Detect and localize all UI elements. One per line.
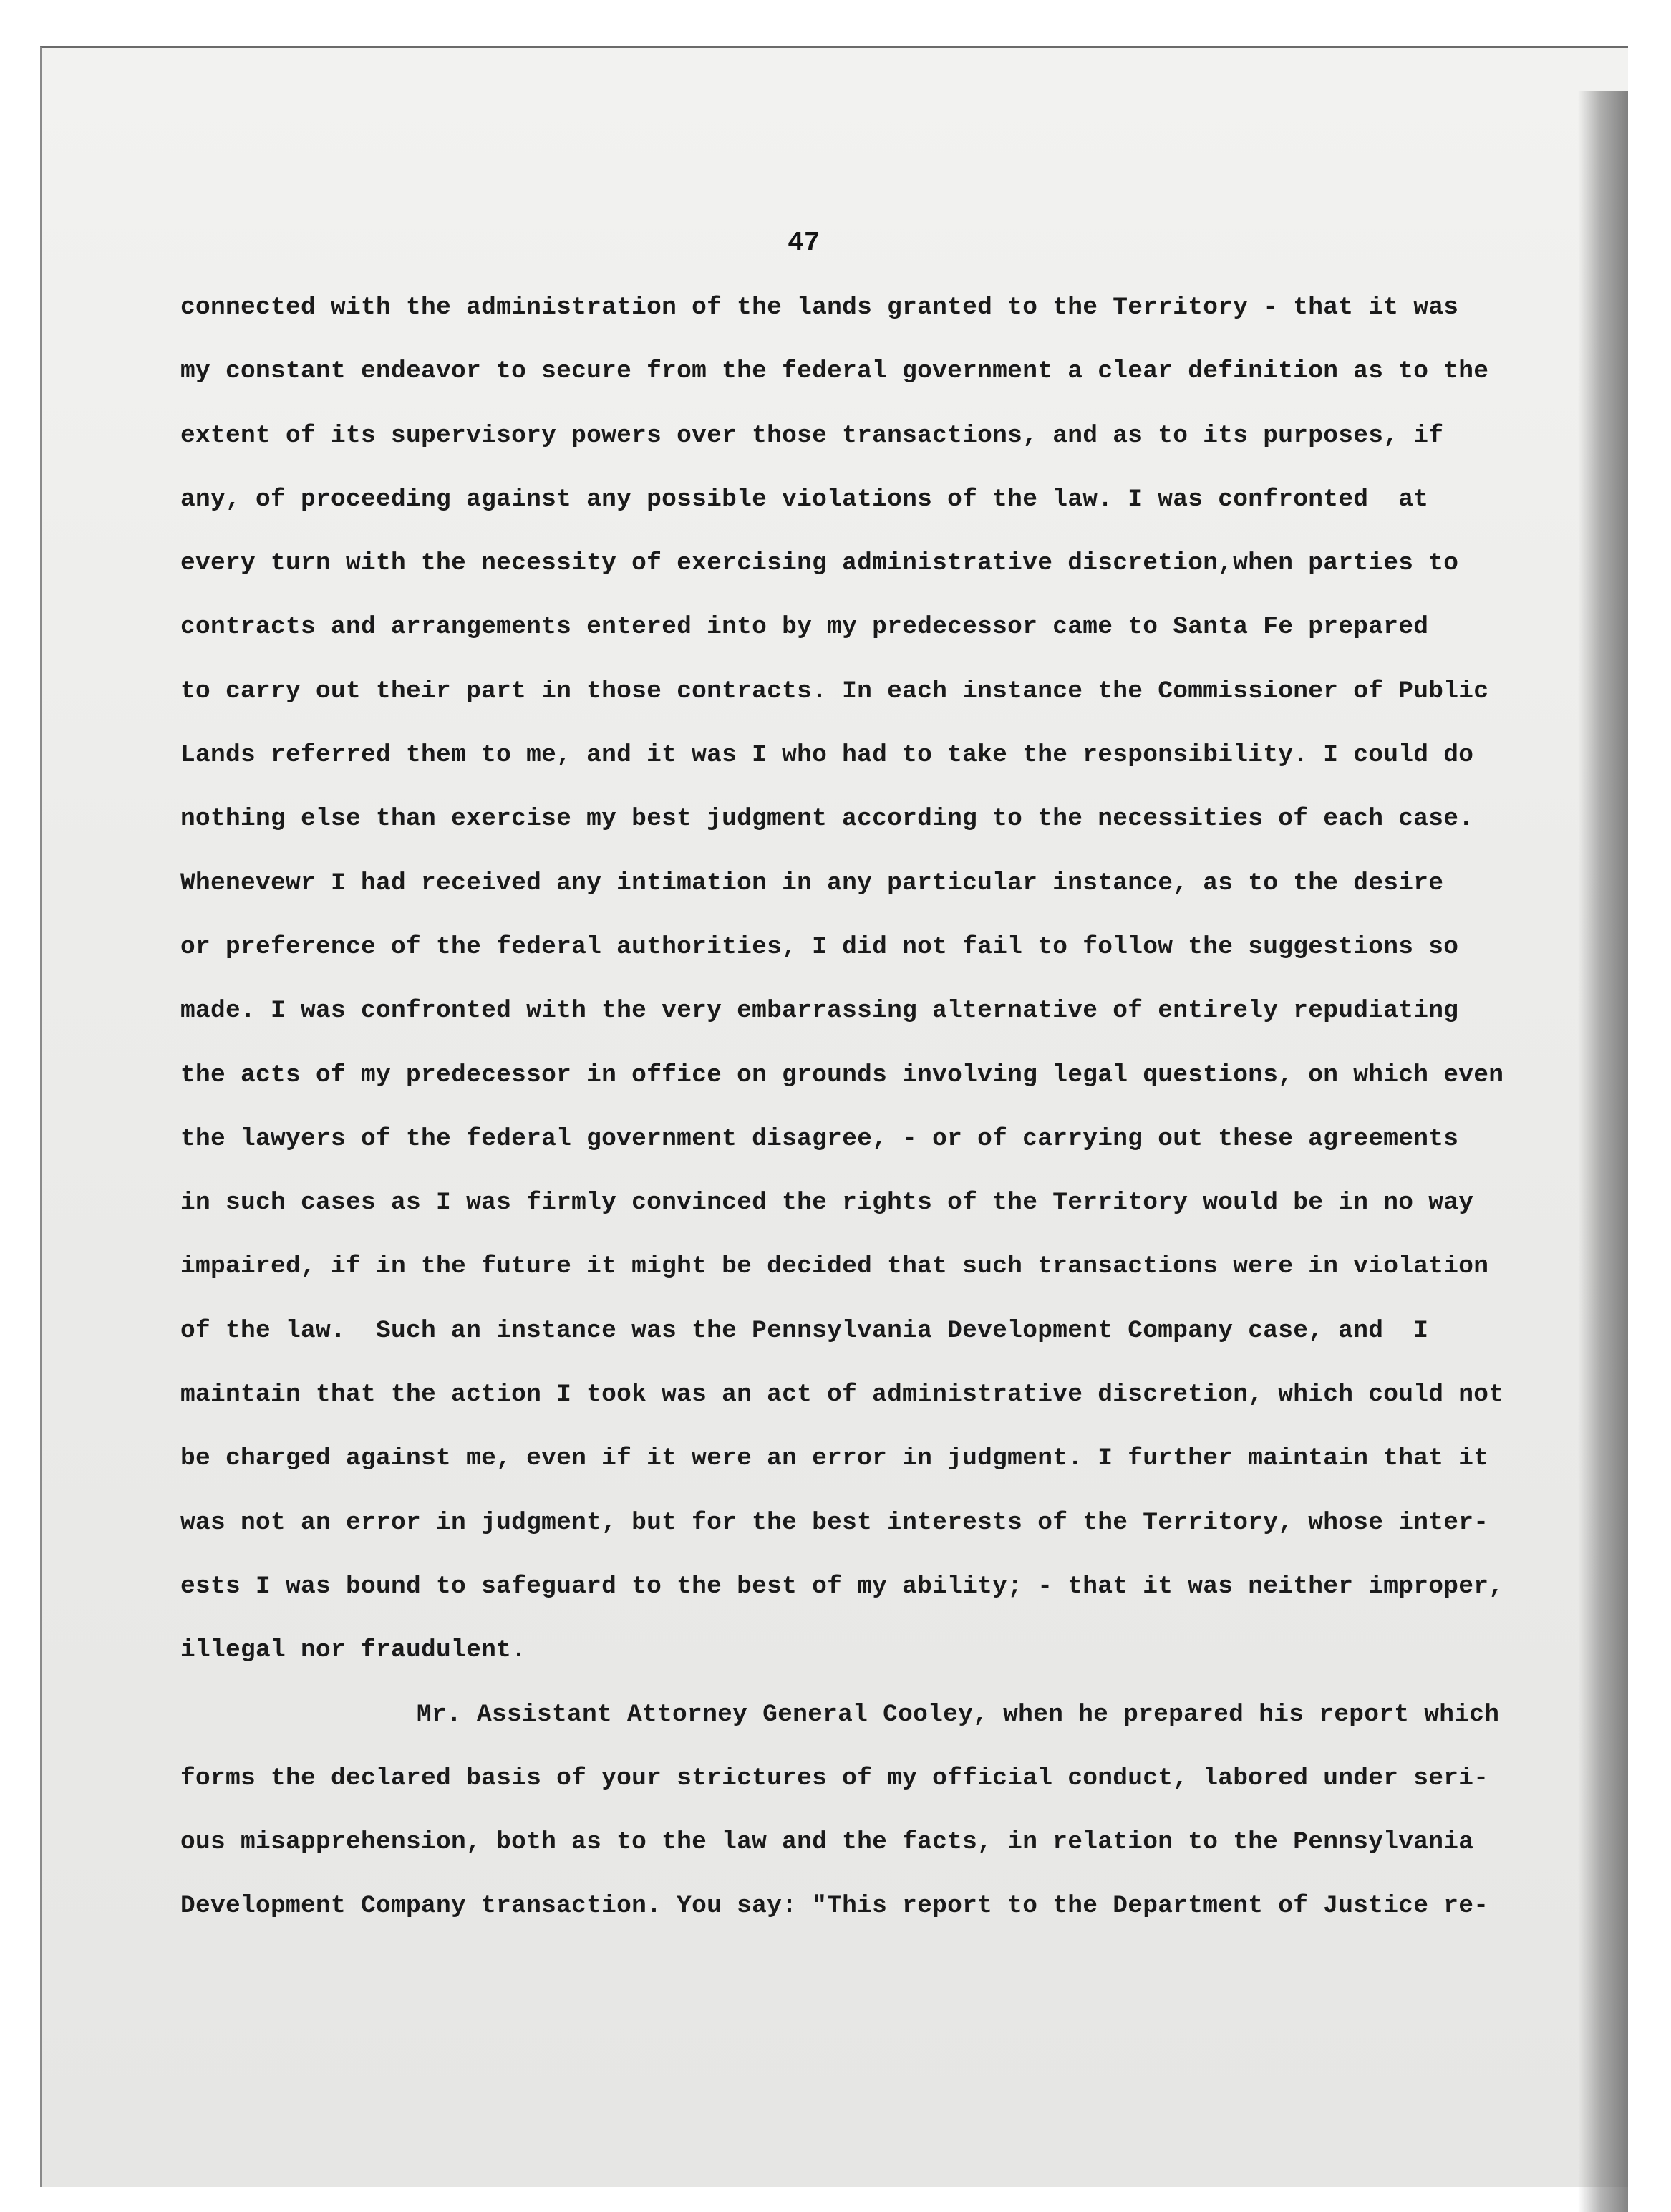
text-line: connected with the administration of the lands granted to the Territory - that it was [180, 294, 1459, 322]
text-line: to carry out their part in those contracts. In each instance the Commissioner of Public [180, 677, 1489, 705]
paragraph-1 [180, 286, 1555, 1694]
paragraph-2 [180, 1694, 1555, 1949]
page-number: 47 [788, 228, 820, 259]
text-line: ests I was bound to safeguard to the best of my ability; - that it was neither improper, [180, 1572, 1504, 1600]
text-line: the lawyers of the federal government disagree, - or of carrying out these agreements [180, 1124, 1459, 1153]
text-line: Development Company transaction. You say: "This report to the Department of Justice re- [180, 1892, 1489, 1921]
text-line: Whenevewr I had received any intimation in any particular instance, as to the desire [180, 869, 1444, 897]
letter-body [180, 286, 1555, 1949]
text-line: Mr. Assistant Attorney General Cooley, when he prepared his report which [417, 1700, 1500, 1729]
text-line: illegal nor fraudulent. [180, 1636, 527, 1665]
text-line: in such cases as I was firmly convinced the rights of the Territory would be in no way [180, 1189, 1474, 1217]
text-line: of the law. Such an instance was the Pennsylvania Development Company case, and I [180, 1316, 1429, 1345]
text-line: made. I was confronted with the very embarrassing alternative of entirely repudiating [180, 997, 1459, 1025]
text-line: contracts and arrangements entered into by my predecessor came to Santa Fe prepared [180, 613, 1429, 642]
text-line: impaired, if in the future it might be decided that such transactions were in violation [180, 1252, 1489, 1281]
text-line: be charged against me, even if it were an error in judgment. I further maintain that it [180, 1444, 1489, 1473]
text-line: the acts of my predecessor in office on grounds involving legal questions, on which even [180, 1061, 1504, 1089]
text-line: any, of proceeding against any possible violations of the law. I was confronted at [180, 485, 1429, 513]
text-line: maintain that the action I took was an act of administrative discretion, which could not [180, 1381, 1504, 1409]
text-line: ous misapprehension, both as to the law and the facts, in relation to the Pennsylvania [180, 1828, 1474, 1857]
text-line: was not an error in judgment, but for the best interests of the Territory, whose inter- [180, 1508, 1489, 1537]
text-line: extent of its supervisory powers over those transactions, and as to its purposes, if [180, 421, 1444, 450]
text-line: forms the declared basis of your strictures of my official conduct, labored under seri- [180, 1764, 1489, 1792]
page-edge-shadow [1578, 91, 1628, 2212]
text-line: Lands referred them to me, and it was I who had to take the responsibility. I could do [180, 741, 1474, 770]
text-line: my constant endeavor to secure from the federal government a clear definition as to the [180, 357, 1489, 386]
text-line: nothing else than exercise my best judgment according to the necessities of each case. [180, 805, 1474, 834]
text-line: every turn with the necessity of exercising administrative discretion,when parties to [180, 549, 1459, 578]
text-line: or preference of the federal authorities, I did not fail to follow the suggestions so [180, 932, 1459, 961]
